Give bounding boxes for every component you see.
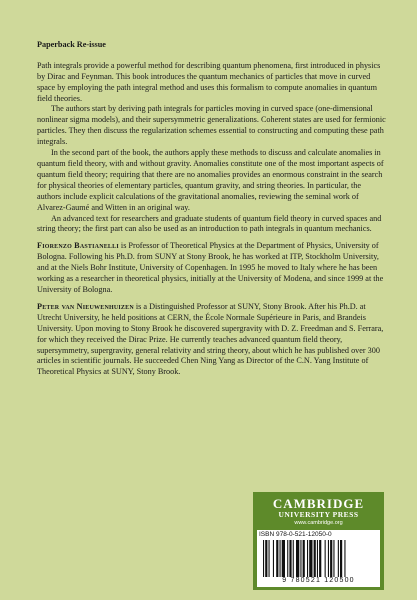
author-bio-1 (37, 241, 387, 296)
author-bio-2-text: is a Distinguished Professor at SUNY, Stony Brook. After his Ph.D. at Utrecht University, he held positions at CERN, the École Normale Supérieure in Paris, and Brandeis University. Upon moving to Stony Brook he discovered supergravity with D. Z. Freedman and S. Ferrara, for which they received the Dirac Prize. He currently teaches advanced quantum field theory, supersymmetry, supergravity, general relativity and string theory, about which he has published over 300 articles in scientific journals. He succeeded Chen Ning Yang as Director of the C.N. Yang Institute of Theoretical Physics at SUNY, Stony Brook. (37, 301, 384, 377)
author-name-2: Peter van Nieuwenhuizen (37, 301, 134, 311)
publisher-url: www.cambridge.org (294, 520, 343, 526)
author-bio-2 (37, 302, 387, 378)
blurb-paragraph-1: Path integrals provide a powerful method for describing quantum phenomena, first introduced in physics by Dirac and Feynman. This book introduces the quantum mechanics of particles that move in curved space by employing the path integral method and uses this formalism to compute anomalies in quantum field theories. (37, 60, 381, 103)
cover-text (37, 40, 387, 378)
author-bio-1-text: is Professor of Theoretical Physics at the Department of Physics, University of Bologna. Following his Ph.D. from SUNY at Stony Brook, he has worked at ITP, Stockholm University, and at the Niels Bohr Institute, University of Copenhagen. In 1995 he moved to Italy where he has been working as a researcher in theoretical physics, initially at the University of Modena, and since 1999 at the University of Bologna. (37, 241, 384, 294)
barcode-icon (263, 540, 374, 577)
barcode-number: 9 780521 120500 (282, 577, 355, 584)
publisher-name: CAMBRIDGE (272, 496, 365, 511)
blurb-paragraph-2: The authors start by deriving path integrals for particles moving in curved space (one-dimensional nonlinear sigma models), and their supersymmetric generalizations. Coherent states are used for fermionic particles. They then discuss the regularization schemes essential to constructing and computing these path integrals. (37, 104, 386, 147)
publisher-logo-box (253, 492, 384, 590)
publisher-press: UNIVERSITY PRESS (278, 510, 359, 519)
reissue-heading: Paperback Re-issue (37, 40, 106, 49)
blurb-paragraph-3: In the second part of the book, the authors apply these methods to discuss and calculate anomalies in quantum field theory, with and without gravity. Anomalies constitute one of the most important aspects of quantum field theory; requiring that there are no anomalies provides an enormous constraint in the search for physical theories of elementary particles, quantum gravity, and string theories. In particular, the authors include explicit calculations of the gravitational anomalies, reviewing the seminal work of Alvarez-Gaumé and Witten in an original way. (37, 148, 384, 212)
author-name-1: Fiorenzo Bastianelli (37, 241, 119, 251)
blurb-paragraph-4: An advanced text for researchers and graduate students of quantum field theory in curved spaces and string theory; the first part can also be used as an introduction to path integrals in quantum mechanics. (37, 213, 382, 234)
barcode-panel (257, 530, 380, 587)
isbn-label: ISBN 978-0-521-12050-0 (259, 531, 332, 538)
